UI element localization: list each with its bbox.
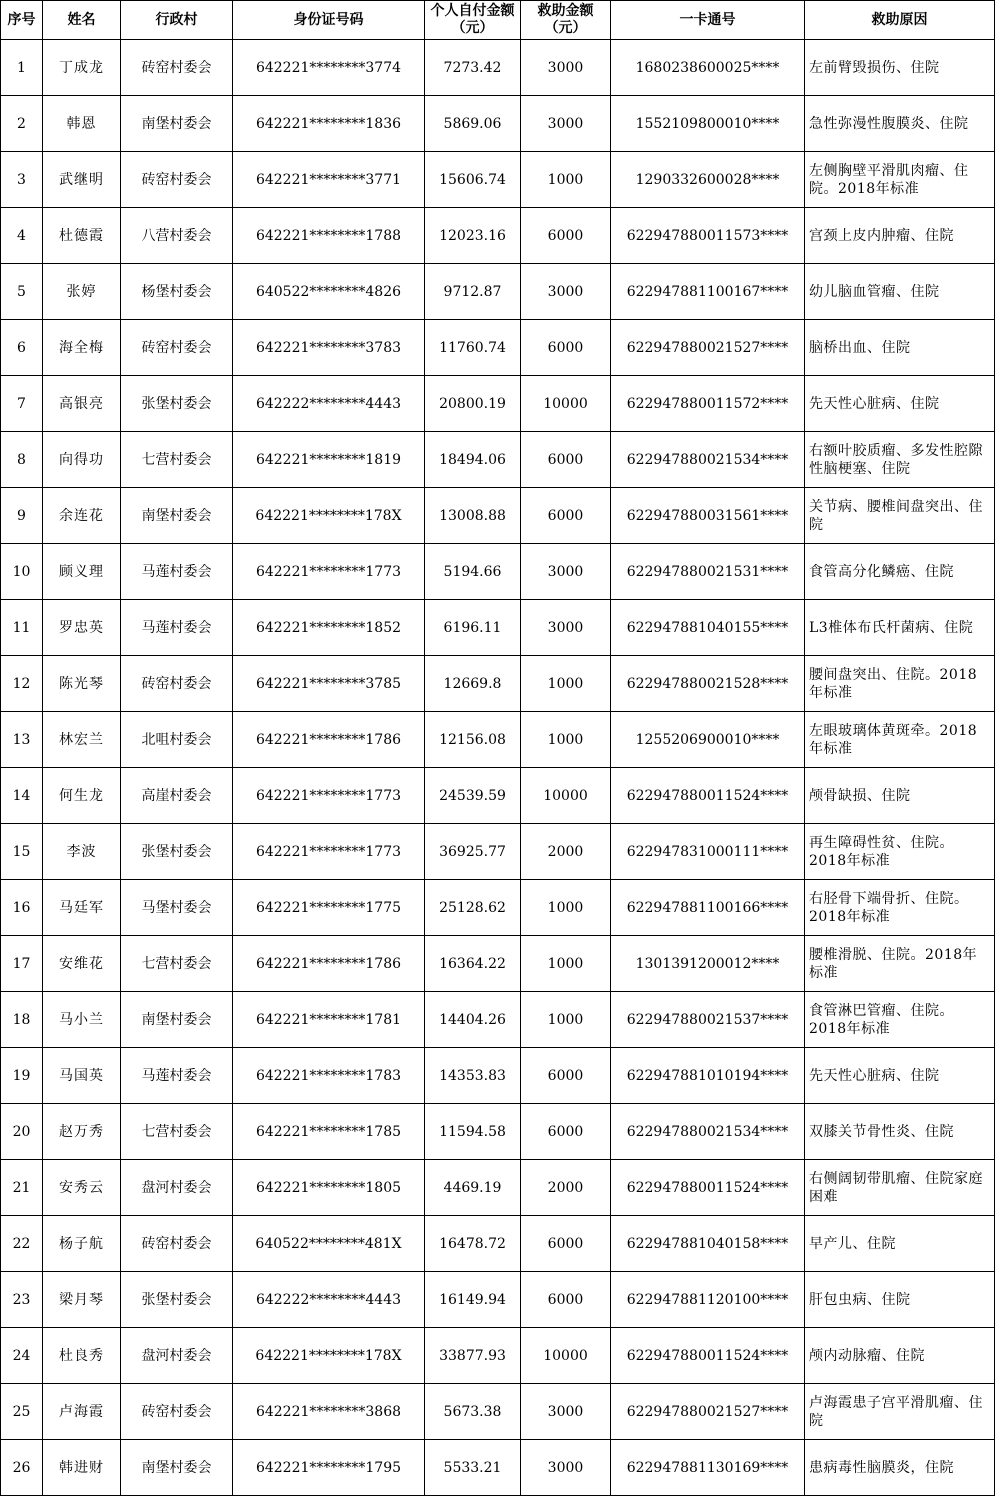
- cell-name: 余连花: [43, 488, 121, 544]
- cell-reason: 右胫骨下端骨折、住院。2018年标准: [805, 880, 995, 936]
- cell-amount: 3000: [521, 40, 611, 96]
- cell-reason: 先天性心脏病、住院: [805, 1048, 995, 1104]
- cell-village: 张堡村委会: [121, 1272, 233, 1328]
- cell-name: 武继明: [43, 152, 121, 208]
- cell-seq: 17: [1, 936, 43, 992]
- cell-amount: 6000: [521, 320, 611, 376]
- cell-amount: 6000: [521, 1048, 611, 1104]
- cell-seq: 12: [1, 656, 43, 712]
- cell-amount: 2000: [521, 1160, 611, 1216]
- cell-id: 642222********4443: [233, 1272, 425, 1328]
- cell-name: 赵万秀: [43, 1104, 121, 1160]
- cell-id: 642221********178X: [233, 488, 425, 544]
- cell-name: 梁月琴: [43, 1272, 121, 1328]
- cell-selfpay: 15606.74: [425, 152, 521, 208]
- cell-selfpay: 11760.74: [425, 320, 521, 376]
- cell-selfpay: 5673.38: [425, 1384, 521, 1440]
- cell-village: 砖窑村委会: [121, 1384, 233, 1440]
- cell-amount: 6000: [521, 488, 611, 544]
- cell-selfpay: 5869.06: [425, 96, 521, 152]
- cell-id: 642221********3783: [233, 320, 425, 376]
- cell-seq: 21: [1, 1160, 43, 1216]
- cell-selfpay: 13008.88: [425, 488, 521, 544]
- cell-village: 马莲村委会: [121, 1048, 233, 1104]
- cell-amount: 3000: [521, 96, 611, 152]
- cell-village: 高崖村委会: [121, 768, 233, 824]
- table-row: [1, 1328, 995, 1384]
- cell-id: 642221********1795: [233, 1440, 425, 1496]
- cell-card: 1255206900010****: [611, 712, 805, 768]
- cell-seq: 6: [1, 320, 43, 376]
- cell-amount: 3000: [521, 1440, 611, 1496]
- cell-reason: 食管高分化鳞癌、住院: [805, 544, 995, 600]
- table-row: [1, 768, 995, 824]
- table-row: [1, 376, 995, 432]
- cell-name: 罗忠英: [43, 600, 121, 656]
- cell-id: 642221********178X: [233, 1328, 425, 1384]
- cell-name: 海全梅: [43, 320, 121, 376]
- cell-card: 622947881040155****: [611, 600, 805, 656]
- cell-reason: 患病毒性脑膜炎，住院: [805, 1440, 995, 1496]
- cell-name: 马国英: [43, 1048, 121, 1104]
- cell-reason: 右侧阔韧带肌瘤、住院家庭困难: [805, 1160, 995, 1216]
- cell-name: 李波: [43, 824, 121, 880]
- cell-selfpay: 16478.72: [425, 1216, 521, 1272]
- cell-seq: 13: [1, 712, 43, 768]
- cell-seq: 23: [1, 1272, 43, 1328]
- cell-selfpay: 4469.19: [425, 1160, 521, 1216]
- cell-reason: 再生障碍性贫、住院。2018年标准: [805, 824, 995, 880]
- cell-seq: 16: [1, 880, 43, 936]
- cell-amount: 1000: [521, 656, 611, 712]
- cell-amount: 1000: [521, 992, 611, 1048]
- cell-seq: 26: [1, 1440, 43, 1496]
- cell-card: 622947881130169****: [611, 1440, 805, 1496]
- cell-selfpay: 5194.66: [425, 544, 521, 600]
- cell-reason: 脑桥出血、住院: [805, 320, 995, 376]
- cell-reason: L3椎体布氏杆菌病、住院: [805, 600, 995, 656]
- cell-name: 安维花: [43, 936, 121, 992]
- cell-reason: 急性弥漫性腹膜炎、住院: [805, 96, 995, 152]
- cell-name: 丁成龙: [43, 40, 121, 96]
- cell-village: 盘河村委会: [121, 1328, 233, 1384]
- cell-seq: 4: [1, 208, 43, 264]
- cell-card: 622947831000111****: [611, 824, 805, 880]
- cell-selfpay: 14353.83: [425, 1048, 521, 1104]
- cell-id: 642221********1819: [233, 432, 425, 488]
- cell-card: 622947880011572****: [611, 376, 805, 432]
- cell-id: 642221********3774: [233, 40, 425, 96]
- cell-seq: 8: [1, 432, 43, 488]
- cell-selfpay: 20800.19: [425, 376, 521, 432]
- cell-name: 安秀云: [43, 1160, 121, 1216]
- cell-seq: 18: [1, 992, 43, 1048]
- cell-name: 向得功: [43, 432, 121, 488]
- table-row: [1, 432, 995, 488]
- cell-seq: 25: [1, 1384, 43, 1440]
- cell-name: 马廷军: [43, 880, 121, 936]
- cell-village: 南堡村委会: [121, 96, 233, 152]
- table-row: [1, 1216, 995, 1272]
- header-seq: 序号: [1, 1, 43, 40]
- table-row: [1, 152, 995, 208]
- cell-village: 砖窑村委会: [121, 656, 233, 712]
- cell-selfpay: 16149.94: [425, 1272, 521, 1328]
- cell-selfpay: 5533.21: [425, 1440, 521, 1496]
- table-row: [1, 1384, 995, 1440]
- cell-village: 马莲村委会: [121, 600, 233, 656]
- cell-id: 642221********1836: [233, 96, 425, 152]
- cell-card: 622947881040158****: [611, 1216, 805, 1272]
- cell-card: 622947880021537****: [611, 992, 805, 1048]
- cell-name: 陈光琴: [43, 656, 121, 712]
- header-selfpay: 个人自付金额（元）: [425, 1, 521, 40]
- cell-amount: 6000: [521, 208, 611, 264]
- cell-name: 何生龙: [43, 768, 121, 824]
- table-row: [1, 488, 995, 544]
- cell-selfpay: 14404.26: [425, 992, 521, 1048]
- cell-reason: 右额叶胶质瘤、多发性腔隙性脑梗塞、住院: [805, 432, 995, 488]
- cell-selfpay: 7273.42: [425, 40, 521, 96]
- cell-seq: 1: [1, 40, 43, 96]
- cell-id: 642221********3868: [233, 1384, 425, 1440]
- cell-village: 七营村委会: [121, 1104, 233, 1160]
- cell-card: 622947881100167****: [611, 264, 805, 320]
- cell-amount: 10000: [521, 1328, 611, 1384]
- cell-amount: 3000: [521, 264, 611, 320]
- cell-id: 642221********3771: [233, 152, 425, 208]
- cell-card: 622947881120100****: [611, 1272, 805, 1328]
- cell-seq: 22: [1, 1216, 43, 1272]
- cell-amount: 3000: [521, 544, 611, 600]
- cell-reason: 腰间盘突出、住院。2018年标准: [805, 656, 995, 712]
- cell-selfpay: 11594.58: [425, 1104, 521, 1160]
- cell-seq: 3: [1, 152, 43, 208]
- cell-card: 622947880021534****: [611, 1104, 805, 1160]
- cell-id: 642221********1775: [233, 880, 425, 936]
- cell-seq: 24: [1, 1328, 43, 1384]
- cell-card: 1552109800010****: [611, 96, 805, 152]
- cell-card: 622947880021527****: [611, 1384, 805, 1440]
- cell-name: 韩恩: [43, 96, 121, 152]
- header-name: 姓名: [43, 1, 121, 40]
- cell-selfpay: 18494.06: [425, 432, 521, 488]
- table-row: [1, 656, 995, 712]
- table-row: [1, 712, 995, 768]
- cell-seq: 15: [1, 824, 43, 880]
- cell-amount: 6000: [521, 1216, 611, 1272]
- table-row: [1, 208, 995, 264]
- cell-id: 642221********1773: [233, 544, 425, 600]
- header-card: 一卡通号: [611, 1, 805, 40]
- cell-selfpay: 24539.59: [425, 768, 521, 824]
- header-amount: 救助金额（元）: [521, 1, 611, 40]
- cell-name: 高银亮: [43, 376, 121, 432]
- cell-village: 七营村委会: [121, 936, 233, 992]
- cell-amount: 10000: [521, 768, 611, 824]
- cell-reason: 卢海霞患子宫平滑肌瘤、住院: [805, 1384, 995, 1440]
- cell-name: 杨子航: [43, 1216, 121, 1272]
- cell-village: 砖窑村委会: [121, 1216, 233, 1272]
- cell-id: 642221********1788: [233, 208, 425, 264]
- cell-seq: 14: [1, 768, 43, 824]
- table-body: [1, 40, 995, 1496]
- cell-village: 七营村委会: [121, 432, 233, 488]
- cell-village: 砖窑村委会: [121, 320, 233, 376]
- cell-selfpay: 6196.11: [425, 600, 521, 656]
- cell-name: 顾义理: [43, 544, 121, 600]
- cell-name: 杜良秀: [43, 1328, 121, 1384]
- cell-id: 640522********481X: [233, 1216, 425, 1272]
- header-reason: 救助原因: [805, 1, 995, 40]
- table-row: [1, 1440, 995, 1496]
- table-row: [1, 1104, 995, 1160]
- cell-reason: 肝包虫病、住院: [805, 1272, 995, 1328]
- table-row: [1, 992, 995, 1048]
- cell-selfpay: 9712.87: [425, 264, 521, 320]
- cell-id: 642221********1805: [233, 1160, 425, 1216]
- cell-card: 622947880021534****: [611, 432, 805, 488]
- cell-name: 马小兰: [43, 992, 121, 1048]
- cell-village: 砖窑村委会: [121, 40, 233, 96]
- cell-name: 卢海霞: [43, 1384, 121, 1440]
- cell-reason: 先天性心脏病、住院: [805, 376, 995, 432]
- cell-amount: 3000: [521, 600, 611, 656]
- table-row: [1, 1048, 995, 1104]
- cell-village: 南堡村委会: [121, 992, 233, 1048]
- cell-selfpay: 36925.77: [425, 824, 521, 880]
- cell-id: 642221********1852: [233, 600, 425, 656]
- cell-name: 张婷: [43, 264, 121, 320]
- cell-card: 622947880021527****: [611, 320, 805, 376]
- cell-seq: 2: [1, 96, 43, 152]
- table-row: [1, 264, 995, 320]
- cell-seq: 11: [1, 600, 43, 656]
- cell-amount: 6000: [521, 1272, 611, 1328]
- cell-amount: 6000: [521, 432, 611, 488]
- cell-card: 1680238600025****: [611, 40, 805, 96]
- cell-amount: 1000: [521, 712, 611, 768]
- cell-amount: 3000: [521, 1384, 611, 1440]
- cell-reason: 食管淋巴管瘤、住院。2018年标准: [805, 992, 995, 1048]
- cell-card: 622947880021528****: [611, 656, 805, 712]
- cell-seq: 10: [1, 544, 43, 600]
- cell-id: 642221********1781: [233, 992, 425, 1048]
- cell-amount: 10000: [521, 376, 611, 432]
- cell-village: 北咀村委会: [121, 712, 233, 768]
- cell-id: 640522********4826: [233, 264, 425, 320]
- cell-reason: 左前臂毁损伤、住院: [805, 40, 995, 96]
- cell-village: 八营村委会: [121, 208, 233, 264]
- cell-village: 张堡村委会: [121, 824, 233, 880]
- cell-seq: 9: [1, 488, 43, 544]
- cell-card: 622947880011524****: [611, 768, 805, 824]
- cell-id: 642221********1785: [233, 1104, 425, 1160]
- cell-selfpay: 16364.22: [425, 936, 521, 992]
- cell-card: 1290332600028****: [611, 152, 805, 208]
- table-row: [1, 320, 995, 376]
- cell-seq: 7: [1, 376, 43, 432]
- cell-id: 642221********1773: [233, 768, 425, 824]
- cell-amount: 1000: [521, 152, 611, 208]
- cell-card: 622947881100166****: [611, 880, 805, 936]
- cell-id: 642221********1786: [233, 936, 425, 992]
- cell-id: 642221********1783: [233, 1048, 425, 1104]
- cell-card: 622947880011524****: [611, 1328, 805, 1384]
- cell-card: 1301391200012****: [611, 936, 805, 992]
- cell-selfpay: 12156.08: [425, 712, 521, 768]
- cell-name: 杜德霞: [43, 208, 121, 264]
- cell-seq: 5: [1, 264, 43, 320]
- cell-name: 林宏兰: [43, 712, 121, 768]
- header-id: 身份证号码: [233, 1, 425, 40]
- header-village: 行政村: [121, 1, 233, 40]
- cell-reason: 腰椎滑脱、住院。2018年标准: [805, 936, 995, 992]
- cell-card: 622947880011573****: [611, 208, 805, 264]
- table-row: [1, 936, 995, 992]
- cell-village: 马莲村委会: [121, 544, 233, 600]
- cell-village: 盘河村委会: [121, 1160, 233, 1216]
- table-row: [1, 544, 995, 600]
- cell-amount: 1000: [521, 936, 611, 992]
- cell-id: 642221********3785: [233, 656, 425, 712]
- cell-village: 张堡村委会: [121, 376, 233, 432]
- cell-amount: 1000: [521, 880, 611, 936]
- cell-reason: 颅骨缺损、住院: [805, 768, 995, 824]
- cell-reason: 宫颈上皮内肿瘤、住院: [805, 208, 995, 264]
- cell-village: 杨堡村委会: [121, 264, 233, 320]
- cell-card: 622947880011524****: [611, 1160, 805, 1216]
- table-row: [1, 824, 995, 880]
- table-row: [1, 1272, 995, 1328]
- cell-village: 马堡村委会: [121, 880, 233, 936]
- cell-card: 622947880021531****: [611, 544, 805, 600]
- cell-selfpay: 25128.62: [425, 880, 521, 936]
- cell-amount: 2000: [521, 824, 611, 880]
- cell-reason: 关节病、腰椎间盘突出、住院: [805, 488, 995, 544]
- cell-village: 砖窑村委会: [121, 152, 233, 208]
- cell-village: 南堡村委会: [121, 1440, 233, 1496]
- header-row: [1, 1, 995, 40]
- table-row: [1, 40, 995, 96]
- table-row: [1, 96, 995, 152]
- cell-id: 642222********4443: [233, 376, 425, 432]
- cell-name: 韩进财: [43, 1440, 121, 1496]
- cell-card: 622947880031561****: [611, 488, 805, 544]
- cell-selfpay: 12023.16: [425, 208, 521, 264]
- cell-reason: 颅内动脉瘤、住院: [805, 1328, 995, 1384]
- table-row: [1, 1160, 995, 1216]
- cell-village: 南堡村委会: [121, 488, 233, 544]
- table-row: [1, 880, 995, 936]
- cell-reason: 左侧胸壁平滑肌肉瘤、住院。2018年标准: [805, 152, 995, 208]
- cell-id: 642221********1773: [233, 824, 425, 880]
- cell-reason: 早产儿、住院: [805, 1216, 995, 1272]
- table-row: [1, 600, 995, 656]
- cell-card: 622947881010194****: [611, 1048, 805, 1104]
- cell-reason: 幼儿脑血管瘤、住院: [805, 264, 995, 320]
- cell-id: 642221********1786: [233, 712, 425, 768]
- cell-seq: 20: [1, 1104, 43, 1160]
- cell-reason: 左眼玻璃体黄斑牵。2018年标准: [805, 712, 995, 768]
- cell-seq: 19: [1, 1048, 43, 1104]
- cell-selfpay: 12669.8: [425, 656, 521, 712]
- cell-reason: 双膝关节骨性炎、住院: [805, 1104, 995, 1160]
- cell-amount: 6000: [521, 1104, 611, 1160]
- cell-selfpay: 33877.93: [425, 1328, 521, 1384]
